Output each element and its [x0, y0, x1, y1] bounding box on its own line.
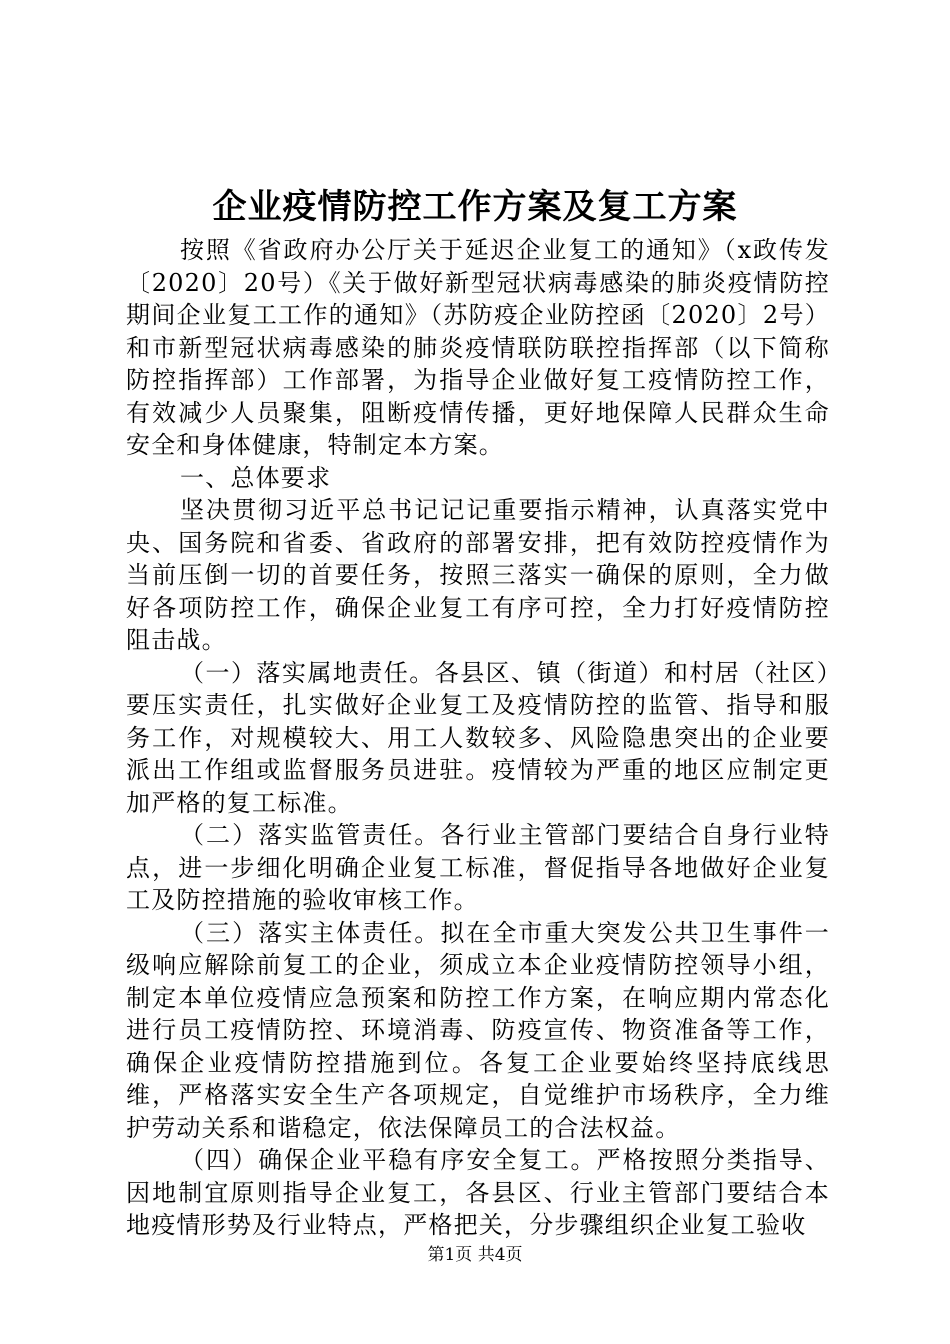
main-responsibility-paragraph: （三）落实主体责任。拟在全市重大突发公共卫生事件一级响应解除前复工的企业，须成立本企业疫情防控领导小组，制定本单位疫情应急预案和防控工作方案，在响应期内常态化进行员工疫情防控、环境消毒、防疫宣传、物资准备等工作，确保企业疫情防控措施到位。各复工企业要始终坚持底线思维，严格落实安全生产各项规定，自觉维护市场秩序，全力维护劳动关系和谐稳定，依法保障员工的合法权益。	[126, 918, 830, 1142]
territorial-responsibility-paragraph: （一）落实属地责任。各县区、镇（街道）和村居（社区）要压实责任，扎实做好企业复工及疫情防控的监管、指导和服务工作，对规模较大、用工人数较多、风险隐患突出的企业要派出工作组或监督服务员进驻。疫情较为严重的地区应制定更加严格的复工标准。	[126, 658, 830, 817]
section-heading-general-requirements: 一、总体要求	[180, 463, 332, 492]
intro-paragraph: 按照《省政府办公厅关于延迟企业复工的通知》（x政传发〔2020〕20号）《关于做好新型冠状病毒感染的肺炎疫情防控期间企业复工工作的通知》（苏防疫企业防控函〔2020〕2号）和市新型冠状病毒感染的肺炎疫情联防联控指挥部（以下简称防控指挥部）工作部署，为指导企业做好复工疫情防控工作，有效减少人员聚集，阻断疫情传播，更好地保障人民群众生命安全和身体健康，特制定本方案。	[126, 236, 830, 459]
document-title: 企业疫情防控工作方案及复工方案	[212, 187, 738, 227]
general-requirements-paragraph: 坚决贯彻习近平总书记记记重要指示精神，认真落实党中央、国务院和省委、省政府的部署安排，把有效防控疫情作为当前压倒一切的首要任务，按照三落实一确保的原则，全力做好各项防控工作，确保企业复工有序可控，全力打好疫情防控阻击战。	[126, 496, 830, 654]
orderly-resumption-paragraph: （四）确保企业平稳有序安全复工。严格按照分类指导、因地制宜原则指导企业复工，各县区、行业主管部门要结合本地疫情形势及行业特点，严格把关，分步骤组织企业复工验收	[126, 1146, 830, 1239]
document-body	[126, 234, 830, 1242]
page-number-footer: 第1页 共4页	[427, 1245, 523, 1265]
supervision-responsibility-paragraph: （二）落实监管责任。各行业主管部门要结合自身行业特点，进一步细化明确企业复工标准，督促指导各地做好企业复工及防控措施的验收审核工作。	[126, 821, 830, 914]
